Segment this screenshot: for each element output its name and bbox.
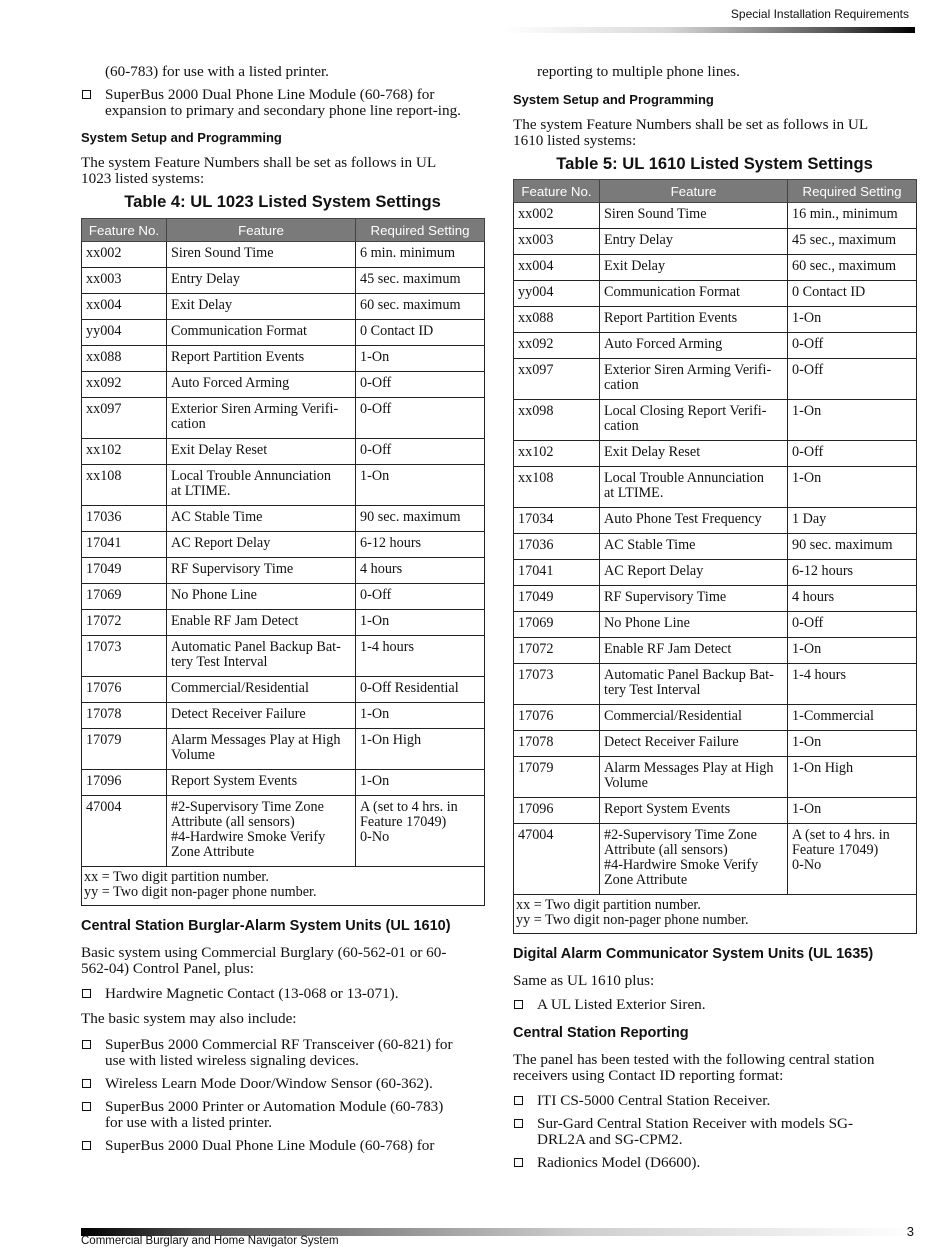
table-row: [514, 664, 917, 705]
table-note-row: [514, 895, 917, 934]
required-setting-cell: 45 sec. maximum: [356, 268, 485, 294]
feature-name-cell: Detect Receiver Failure: [167, 703, 356, 729]
bullet-text: SuperBus 2000 Dual Phone Line Module (60-768) for: [105, 1137, 435, 1154]
required-setting-cell: 1-On: [788, 638, 917, 664]
table-row: [514, 560, 917, 586]
table-row: [82, 242, 485, 268]
required-setting-cell: 0-Off: [788, 333, 917, 359]
column-header: Feature No.: [82, 219, 167, 242]
required-setting-cell: 60 sec. maximum: [356, 294, 485, 320]
feature-number-cell: 17078: [82, 703, 167, 729]
section-heading: System Setup and Programming: [513, 92, 714, 107]
table-row: [82, 729, 485, 770]
right-column: [513, 64, 917, 1171]
feature-number-cell: xx102: [514, 441, 600, 467]
feature-name-cell: Alarm Messages Play at High Volume: [167, 729, 356, 770]
feature-number-cell: xx004: [82, 294, 167, 320]
required-setting-cell: 4 hours: [356, 558, 485, 584]
required-setting-cell: 45 sec., maximum: [788, 229, 917, 255]
bullet-text: ITI CS-5000 Central Station Receiver.: [537, 1092, 771, 1109]
table-row: [514, 731, 917, 757]
checkbox-icon: [82, 989, 91, 998]
feature-number-cell: yy004: [82, 320, 167, 346]
feature-name-cell: Enable RF Jam Detect: [600, 638, 788, 664]
table-row: [82, 584, 485, 610]
required-setting-cell: 1-On: [356, 465, 485, 506]
table-header-row: [82, 219, 485, 242]
table-header-row: [514, 180, 917, 203]
feature-name-cell: #2-Supervisory Time Zone Attribute (all sensors) #4-Hardwire Smoke Verify Zone Attribute: [600, 824, 788, 895]
footer-title: Commercial Burglary and Home Navigator System: [81, 1235, 339, 1247]
required-setting-cell: 0-Off: [788, 612, 917, 638]
required-setting-cell: 0-Off: [356, 439, 485, 465]
bullet-item: [513, 1155, 917, 1171]
table-row: [82, 398, 485, 439]
table-row: [514, 281, 917, 307]
section-heading: Digital Alarm Communicator System Units (UL 1635): [513, 946, 874, 962]
table-row: [82, 532, 485, 558]
feature-number-cell: 17078: [514, 731, 600, 757]
bullet-text: SuperBus 2000 Printer or Automation Module (60-783) for use with a listed printer.: [105, 1098, 444, 1131]
required-setting-cell: 4 hours: [788, 586, 917, 612]
required-setting-cell: 6 min. minimum: [356, 242, 485, 268]
column-header: Feature No.: [514, 180, 600, 203]
table-row: [82, 770, 485, 796]
feature-number-cell: 17079: [82, 729, 167, 770]
paragraph: The system Feature Numbers shall be set as follows in UL 1610 listed systems:: [513, 116, 868, 149]
required-setting-cell: 0-Off: [356, 398, 485, 439]
feature-number-cell: yy004: [514, 281, 600, 307]
column-header: Feature: [167, 219, 356, 242]
column-header: Feature: [600, 180, 788, 203]
paragraph: The basic system may also include:: [81, 1010, 297, 1027]
table-note-row: [82, 867, 485, 906]
feature-name-cell: RF Supervisory Time: [600, 586, 788, 612]
bullet-item: [513, 1093, 917, 1109]
required-setting-cell: 1 Day: [788, 508, 917, 534]
feature-number-cell: 47004: [82, 796, 167, 867]
table-row: [514, 229, 917, 255]
feature-name-cell: Automatic Panel Backup Bat- tery Test Interval: [600, 664, 788, 705]
feature-name-cell: Report System Events: [167, 770, 356, 796]
feature-name-cell: No Phone Line: [600, 612, 788, 638]
feature-name-cell: Entry Delay: [600, 229, 788, 255]
feature-name-cell: Communication Format: [167, 320, 356, 346]
table-row: [514, 824, 917, 895]
column-header: Required Setting: [788, 180, 917, 203]
checkbox-icon: [514, 1096, 523, 1105]
required-setting-cell: 0-Off Residential: [356, 677, 485, 703]
feature-name-cell: Report System Events: [600, 798, 788, 824]
bullet-text: Sur-Gard Central Station Receiver with models SG-DRL2A and SG-CPM2.: [537, 1115, 854, 1148]
required-setting-cell: 1-4 hours: [788, 664, 917, 705]
section-heading: Central Station Reporting: [513, 1025, 689, 1041]
feature-name-cell: Alarm Messages Play at High Volume: [600, 757, 788, 798]
required-setting-cell: 1-On: [788, 400, 917, 441]
required-setting-cell: 0-Off: [788, 441, 917, 467]
table-row: [82, 372, 485, 398]
required-setting-cell: 1-On: [356, 703, 485, 729]
table-row: [514, 333, 917, 359]
note-text: xx = Two digit partition number. yy = Two digit non-pager phone number.: [516, 897, 749, 928]
feature-number-cell: 47004: [514, 824, 600, 895]
feature-name-cell: Local Trouble Annunciation at LTIME.: [167, 465, 356, 506]
feature-number-cell: 17069: [82, 584, 167, 610]
bullet-item: [81, 1037, 475, 1069]
table-row: [514, 798, 917, 824]
table-row: [514, 534, 917, 560]
settings-table-ul1610: [513, 179, 917, 934]
table-row: [82, 636, 485, 677]
bullet-item: [81, 1138, 485, 1154]
feature-number-cell: 17096: [514, 798, 600, 824]
page-number: 3: [906, 1224, 914, 1239]
feature-name-cell: Exterior Siren Arming Verifi- cation: [600, 359, 788, 400]
table-row: [82, 320, 485, 346]
feature-name-cell: Exterior Siren Arming Verifi- cation: [167, 398, 356, 439]
feature-name-cell: Report Partition Events: [167, 346, 356, 372]
note-text: xx = Two digit partition number. yy = Two digit non-pager phone number.: [84, 869, 317, 900]
paragraph: The system Feature Numbers shall be set as follows in UL 1023 listed systems:: [81, 154, 436, 187]
running-header: Special Installation Requirements: [730, 7, 909, 21]
feature-name-cell: Commercial/Residential: [600, 705, 788, 731]
column-header: Required Setting: [356, 219, 485, 242]
required-setting-cell: 1-On: [356, 346, 485, 372]
required-setting-cell: 1-On: [788, 798, 917, 824]
table-row: [514, 638, 917, 664]
paragraph: Same as UL 1610 plus:: [513, 972, 655, 989]
table-row: [82, 610, 485, 636]
bullet-text: A UL Listed Exterior Siren.: [537, 996, 706, 1013]
left-column: [81, 64, 485, 1154]
table-row: [82, 796, 485, 867]
required-setting-cell: 90 sec. maximum: [356, 506, 485, 532]
required-setting-cell: 90 sec. maximum: [788, 534, 917, 560]
feature-name-cell: Commercial/Residential: [167, 677, 356, 703]
feature-number-cell: xx002: [82, 242, 167, 268]
bullet-text: Hardwire Magnetic Contact (13-068 or 13-071).: [105, 985, 399, 1002]
required-setting-cell: 0-Off: [356, 372, 485, 398]
checkbox-icon: [514, 1158, 523, 1167]
feature-number-cell: 17034: [514, 508, 600, 534]
table-row: [514, 307, 917, 333]
feature-number-cell: xx108: [82, 465, 167, 506]
checkbox-icon: [82, 90, 91, 99]
bullet-item: [81, 986, 485, 1002]
required-setting-cell: 1-On: [788, 307, 917, 333]
feature-name-cell: AC Stable Time: [600, 534, 788, 560]
feature-number-cell: 17049: [82, 558, 167, 584]
table-row: [514, 586, 917, 612]
paragraph: The panel has been tested with the following central station receivers using Contact ID reporting format:: [513, 1051, 875, 1084]
table-note: [514, 895, 917, 934]
required-setting-cell: 1-On: [788, 467, 917, 508]
table-row: [514, 508, 917, 534]
continued-text: (60-783) for use with a listed printer.: [105, 63, 329, 80]
required-setting-cell: A (set to 4 hrs. in Feature 17049) 0-No: [788, 824, 917, 895]
bullet-text: SuperBus 2000 Dual Phone Line Module (60-768) for expansion to primary and secondary phone line report-ing.: [105, 86, 461, 119]
checkbox-icon: [82, 1079, 91, 1088]
checkbox-icon: [82, 1102, 91, 1111]
table-row: [514, 757, 917, 798]
table-row: [514, 203, 917, 229]
feature-name-cell: Communication Format: [600, 281, 788, 307]
feature-number-cell: 17072: [82, 610, 167, 636]
feature-name-cell: Siren Sound Time: [600, 203, 788, 229]
table-row: [514, 441, 917, 467]
feature-number-cell: xx092: [514, 333, 600, 359]
required-setting-cell: 1-Commercial: [788, 705, 917, 731]
feature-name-cell: Local Trouble Annunciation at LTIME.: [600, 467, 788, 508]
checkbox-icon: [514, 1119, 523, 1128]
required-setting-cell: 6-12 hours: [788, 560, 917, 586]
feature-number-cell: 17041: [82, 532, 167, 558]
bullet-item: [81, 1076, 485, 1092]
bullet-text: SuperBus 2000 Commercial RF Transceiver (60-821) for use with listed wireless signaling devices.: [105, 1036, 453, 1069]
bullet-item: [81, 1099, 455, 1131]
feature-name-cell: Report Partition Events: [600, 307, 788, 333]
feature-number-cell: xx097: [82, 398, 167, 439]
table-row: [82, 465, 485, 506]
table-row: [514, 612, 917, 638]
feature-number-cell: xx002: [514, 203, 600, 229]
paragraph: Basic system using Commercial Burglary (60-562-01 or 60-562-04) Control Panel, plus:: [81, 944, 447, 977]
required-setting-cell: 1-On High: [788, 757, 917, 798]
section-heading: System Setup and Programming: [81, 130, 282, 145]
required-setting-cell: 1-On: [356, 610, 485, 636]
feature-name-cell: Exit Delay: [167, 294, 356, 320]
checkbox-icon: [82, 1040, 91, 1049]
checkbox-icon: [82, 1141, 91, 1150]
feature-name-cell: Auto Phone Test Frequency: [600, 508, 788, 534]
feature-number-cell: 17096: [82, 770, 167, 796]
table-row: [82, 294, 485, 320]
feature-number-cell: 17073: [514, 664, 600, 705]
feature-name-cell: Exit Delay Reset: [167, 439, 356, 465]
feature-name-cell: Enable RF Jam Detect: [167, 610, 356, 636]
table-row: [514, 705, 917, 731]
feature-number-cell: xx092: [82, 372, 167, 398]
header-rule: [503, 27, 915, 33]
feature-name-cell: AC Report Delay: [600, 560, 788, 586]
feature-number-cell: 17072: [514, 638, 600, 664]
table-caption: Table 4: UL 1023 Listed System Settings: [124, 192, 441, 211]
required-setting-cell: 60 sec., maximum: [788, 255, 917, 281]
required-setting-cell: 0 Contact ID: [788, 281, 917, 307]
feature-number-cell: 17073: [82, 636, 167, 677]
feature-number-cell: 17079: [514, 757, 600, 798]
required-setting-cell: 1-On: [356, 770, 485, 796]
feature-number-cell: 17036: [82, 506, 167, 532]
table-row: [82, 346, 485, 372]
table-row: [82, 268, 485, 294]
feature-name-cell: AC Report Delay: [167, 532, 356, 558]
feature-name-cell: Entry Delay: [167, 268, 356, 294]
feature-name-cell: Exit Delay: [600, 255, 788, 281]
feature-number-cell: 17076: [82, 677, 167, 703]
required-setting-cell: A (set to 4 hrs. in Feature 17049) 0-No: [356, 796, 485, 867]
bullet-item: [513, 1116, 892, 1148]
bullet-text: Radionics Model (D6600).: [537, 1154, 701, 1171]
feature-name-cell: AC Stable Time: [167, 506, 356, 532]
table-row: [514, 467, 917, 508]
feature-number-cell: xx003: [82, 268, 167, 294]
feature-name-cell: RF Supervisory Time: [167, 558, 356, 584]
required-setting-cell: 0-Off: [356, 584, 485, 610]
feature-name-cell: No Phone Line: [167, 584, 356, 610]
feature-number-cell: 17036: [514, 534, 600, 560]
table-note: [82, 867, 485, 906]
settings-table-ul1023: [81, 218, 485, 906]
feature-name-cell: Detect Receiver Failure: [600, 731, 788, 757]
table-row: [82, 506, 485, 532]
feature-number-cell: xx102: [82, 439, 167, 465]
required-setting-cell: 0-Off: [788, 359, 917, 400]
table-row: [82, 558, 485, 584]
required-setting-cell: 1-4 hours: [356, 636, 485, 677]
table-row: [82, 703, 485, 729]
feature-name-cell: Auto Forced Arming: [167, 372, 356, 398]
continued-text: reporting to multiple phone lines.: [537, 63, 740, 80]
bullet-text: Wireless Learn Mode Door/Window Sensor (60-362).: [105, 1075, 433, 1092]
feature-number-cell: xx088: [514, 307, 600, 333]
table-row: [514, 255, 917, 281]
required-setting-cell: 1-On: [788, 731, 917, 757]
table-row: [82, 677, 485, 703]
feature-number-cell: xx097: [514, 359, 600, 400]
required-setting-cell: 0 Contact ID: [356, 320, 485, 346]
required-setting-cell: 1-On High: [356, 729, 485, 770]
feature-number-cell: xx108: [514, 467, 600, 508]
bullet-item: [81, 87, 485, 119]
table-caption: Table 5: UL 1610 Listed System Settings: [556, 154, 873, 173]
feature-number-cell: 17076: [514, 705, 600, 731]
table-row: [514, 359, 917, 400]
table-row: [82, 439, 485, 465]
checkbox-icon: [514, 1000, 523, 1009]
feature-number-cell: 17041: [514, 560, 600, 586]
required-setting-cell: 6-12 hours: [356, 532, 485, 558]
bullet-item: [513, 997, 917, 1013]
feature-number-cell: xx003: [514, 229, 600, 255]
feature-name-cell: Local Closing Report Verifi- cation: [600, 400, 788, 441]
feature-name-cell: Automatic Panel Backup Bat- tery Test Interval: [167, 636, 356, 677]
feature-number-cell: xx098: [514, 400, 600, 441]
section-heading: Central Station Burglar-Alarm System Units (UL 1610): [81, 918, 451, 934]
feature-number-cell: xx088: [82, 346, 167, 372]
feature-number-cell: xx004: [514, 255, 600, 281]
feature-number-cell: 17049: [514, 586, 600, 612]
table-row: [514, 400, 917, 441]
feature-name-cell: #2-Supervisory Time Zone Attribute (all sensors) #4-Hardwire Smoke Verify Zone Attribute: [167, 796, 356, 867]
feature-number-cell: 17069: [514, 612, 600, 638]
feature-name-cell: Siren Sound Time: [167, 242, 356, 268]
required-setting-cell: 16 min., minimum: [788, 203, 917, 229]
feature-name-cell: Exit Delay Reset: [600, 441, 788, 467]
feature-name-cell: Auto Forced Arming: [600, 333, 788, 359]
